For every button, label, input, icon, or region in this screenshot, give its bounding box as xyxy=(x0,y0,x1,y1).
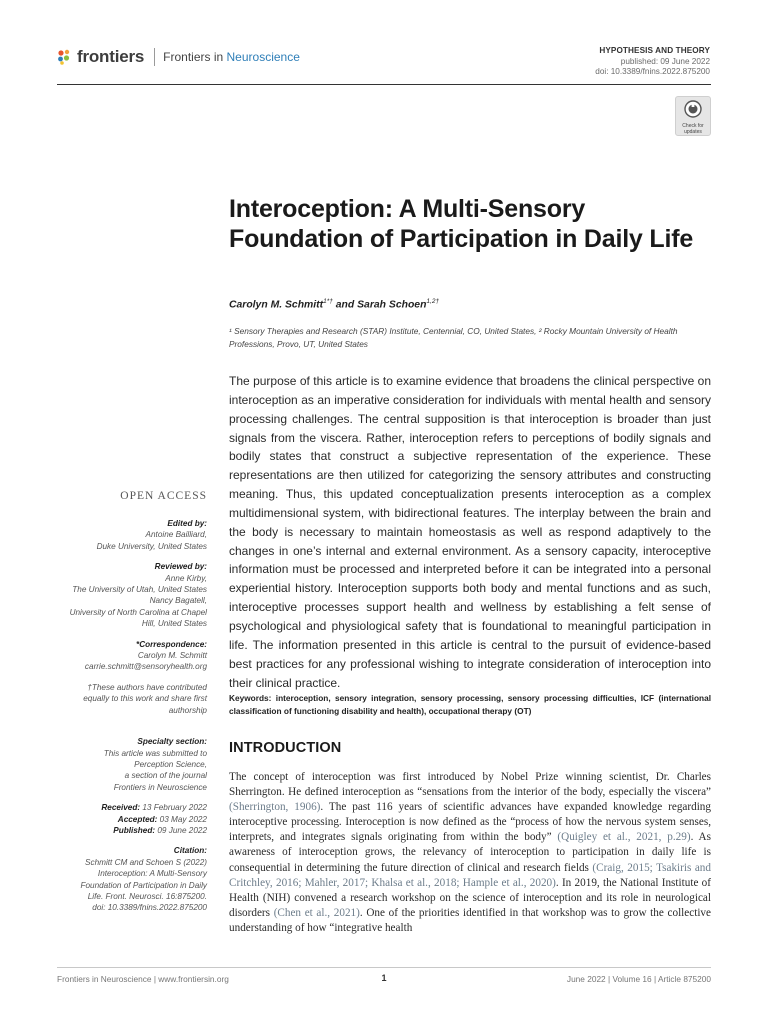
author-conjunction: and xyxy=(332,299,358,311)
published-label: Published: xyxy=(113,825,156,835)
journal-name-accent: Neuroscience xyxy=(226,50,300,64)
header-rule xyxy=(57,84,711,85)
citation-link[interactable]: (Craig, 2015; Tsakiris and Critchley, 2016; Mahler, 2017; Khalsa et al., 2018; Hample et al., 2020) xyxy=(229,861,711,889)
crossmark-label-line-2: updates xyxy=(684,128,702,135)
footer-journal-link[interactable]: Frontiers in Neuroscience | www.frontiersin.org xyxy=(57,974,229,984)
edited-by-heading: Edited by: xyxy=(167,519,207,528)
specialty-line: Perception Science, xyxy=(134,759,207,769)
received-label: Received: xyxy=(101,803,141,813)
article-info-sidebar xyxy=(50,518,207,923)
correspondence-email[interactable]: carrie.schmitt@sensoryhealth.org xyxy=(84,662,207,672)
specialty-line: a section of the journal xyxy=(124,771,207,781)
article-meta xyxy=(595,46,710,78)
author-affiliation-marker: 1,2† xyxy=(426,298,440,305)
specialty-line: This article was submitted to xyxy=(103,748,207,758)
abstract: The purpose of this article is to examine evidence that broadens the clinical perspective on interoception as an imperative consideration for individuals with mental health and sensory processing challenges. The central supposition is that interoception is broader than just signals from the viscera. Rather, interoception refers to perceptions of bodily signals and bodily states that construct a subjective representation of the experience. These representations are then utilized for categorizing the sensory attributes and constructing meaning. Thus, this updated conceptualization presents interoception as a complex multidimensional system, with bidirectional features. The interplay between the brain and the body is necessary to maintain homeostasis as well as respond adaptively to the changes in one’s internal and external environment. As a sensory capacity, interoceptive information must be processed and interpreted before it can be integrated into a personal experiential history. Interoception supports both body and mental functions and as such, interoceptive processes support health and wellness by establishing a felt sense of psychological and physiological safety that is foundational to meaningful participation in life. The information presented in this article is central to the pursuit of evidence-based best practices for any professional wishing to integrate consideration of interoception into their clinical practice. xyxy=(229,374,711,690)
brand-separator xyxy=(154,48,155,66)
editor-name: Antoine Bailliard, xyxy=(145,530,207,540)
citation-heading: Citation: xyxy=(173,846,207,856)
frontiers-logo-icon xyxy=(57,49,73,65)
crossmark-icon xyxy=(684,100,702,123)
reviewer-name: Anne Kirby, xyxy=(165,573,207,583)
author-affiliation-marker: 1*† xyxy=(323,298,333,305)
body-text: . One of the priorities identified in that workshop was to grow the collective understanding of how “integrative health xyxy=(229,906,711,934)
correspondence-name: Carolyn M. Schmitt xyxy=(137,651,207,661)
citation-link[interactable]: (Chen et al., 2021) xyxy=(273,906,360,919)
article-type: HYPOTHESIS AND THEORY xyxy=(599,46,710,55)
contribution-note-line: †These authors have contributed xyxy=(87,682,207,692)
journal-name-prefix: Frontiers in xyxy=(163,50,227,64)
citation-line: Life. Front. Neurosci. 16:875200. xyxy=(87,891,207,901)
reviewer-affiliation: University of North Carolina at Chapel xyxy=(69,607,207,617)
published-date-sidebar xyxy=(50,825,207,836)
body-text: . In 2019, the National Institute of Health (NIH) convened a research workshop on the science of interoception and its role in neurological disorders xyxy=(229,876,711,919)
correspondence-section xyxy=(50,639,207,673)
keywords-label: Keywords: xyxy=(229,693,272,703)
footer-rule xyxy=(57,967,711,968)
author-name[interactable]: Carolyn M. Schmitt xyxy=(229,299,324,311)
body-text: The concept of interoception was first introduced by Nobel Prize winning scientist, Dr. Charles Sherrington. He defined interoception as “sensations from the interior of the body, especially the viscera” xyxy=(229,771,711,799)
author-list xyxy=(229,298,439,310)
affiliations: ¹ Sensory Therapies and Research (STAR) Institute, Centennial, CO, United States, ² Rocky Mountain University of Health Professions, Provo, UT, United States xyxy=(229,326,678,349)
reviewer-affiliation: Hill, United States xyxy=(141,619,207,629)
open-access-label: OPEN ACCESS xyxy=(120,490,207,502)
received-value: 13 February 2022 xyxy=(140,803,207,813)
brand-name: frontiers xyxy=(77,47,145,66)
introduction-body xyxy=(229,770,711,936)
body-text: . The past 116 years of scientific advances have expanded knowledge regarding interoceptive processing. Interoception is now defined as the “process of how the nervous system senses, interprets, and integrates signals originating from within the body” xyxy=(229,801,711,844)
contribution-note-line: equally to this work and share first xyxy=(83,694,207,704)
contribution-note-line: authorship xyxy=(168,705,207,715)
citation-line: Foundation of Participation in Daily xyxy=(80,880,207,890)
specialty-heading: Specialty section: xyxy=(137,737,207,747)
citation-section xyxy=(50,845,207,913)
correspondence-heading: *Correspondence: xyxy=(136,639,207,649)
body-text: . As awareness of interoception grows, the relevancy of interoception to participation in daily life is consequential in determining the future direction of clinical and research fields xyxy=(229,831,711,874)
reviewed-by-section xyxy=(50,561,207,629)
accepted-label: Accepted: xyxy=(117,814,158,824)
crossmark-label-line-1: Check for xyxy=(682,123,704,129)
footer-issue-info: June 2022 | Volume 16 | Article 875200 xyxy=(566,974,711,984)
article-title: Interoception: A Multi-Sensory Foundation of Participation in Daily Life xyxy=(229,195,694,253)
edited-by-section xyxy=(50,518,207,552)
accepted-date xyxy=(50,814,207,825)
frontiers-brand[interactable] xyxy=(57,44,300,70)
page-number: 1 xyxy=(381,973,387,983)
journal-name[interactable] xyxy=(163,50,300,64)
contribution-note xyxy=(50,682,207,716)
published-value: 09 June 2022 xyxy=(155,825,207,835)
crossmark-label xyxy=(682,124,703,135)
received-date xyxy=(50,802,207,813)
specialty-section xyxy=(50,736,207,793)
editor-affiliation: Duke University, United States xyxy=(96,541,207,551)
reviewer-affiliation: The University of Utah, United States xyxy=(72,585,207,595)
reviewer-name: Nancy Bagatell, xyxy=(149,596,207,606)
article-doi[interactable]: doi: 10.3389/fnins.2022.875200 xyxy=(595,67,710,76)
dates-section xyxy=(50,802,207,836)
citation-doi[interactable]: doi: 10.3389/fnins.2022.875200 xyxy=(92,903,207,913)
specialty-line: Frontiers in Neuroscience xyxy=(113,782,207,792)
published-date: published: 09 June 2022 xyxy=(620,56,710,66)
reviewed-by-heading: Reviewed by: xyxy=(154,562,207,572)
author-name[interactable]: Sarah Schoen xyxy=(357,299,427,311)
keywords xyxy=(229,692,711,717)
check-for-updates-button[interactable] xyxy=(675,96,711,136)
citation-link[interactable]: (Quigley et al., 2021, p.29) xyxy=(557,831,691,844)
keywords-text: interoception, sensory integration, sensory processing, sensory processing difficulties, ICF (international classification of functioning disability and health), occupational therapy (OT) xyxy=(229,693,711,716)
accepted-value: 03 May 2022 xyxy=(157,814,207,824)
section-heading-introduction: INTRODUCTION xyxy=(229,740,342,756)
citation-line: Interoception: A Multi-Sensory xyxy=(97,869,207,879)
citation-line: Schmitt CM and Schoen S (2022) xyxy=(85,857,207,867)
citation-link[interactable]: (Sherrington, 1906) xyxy=(229,801,321,814)
